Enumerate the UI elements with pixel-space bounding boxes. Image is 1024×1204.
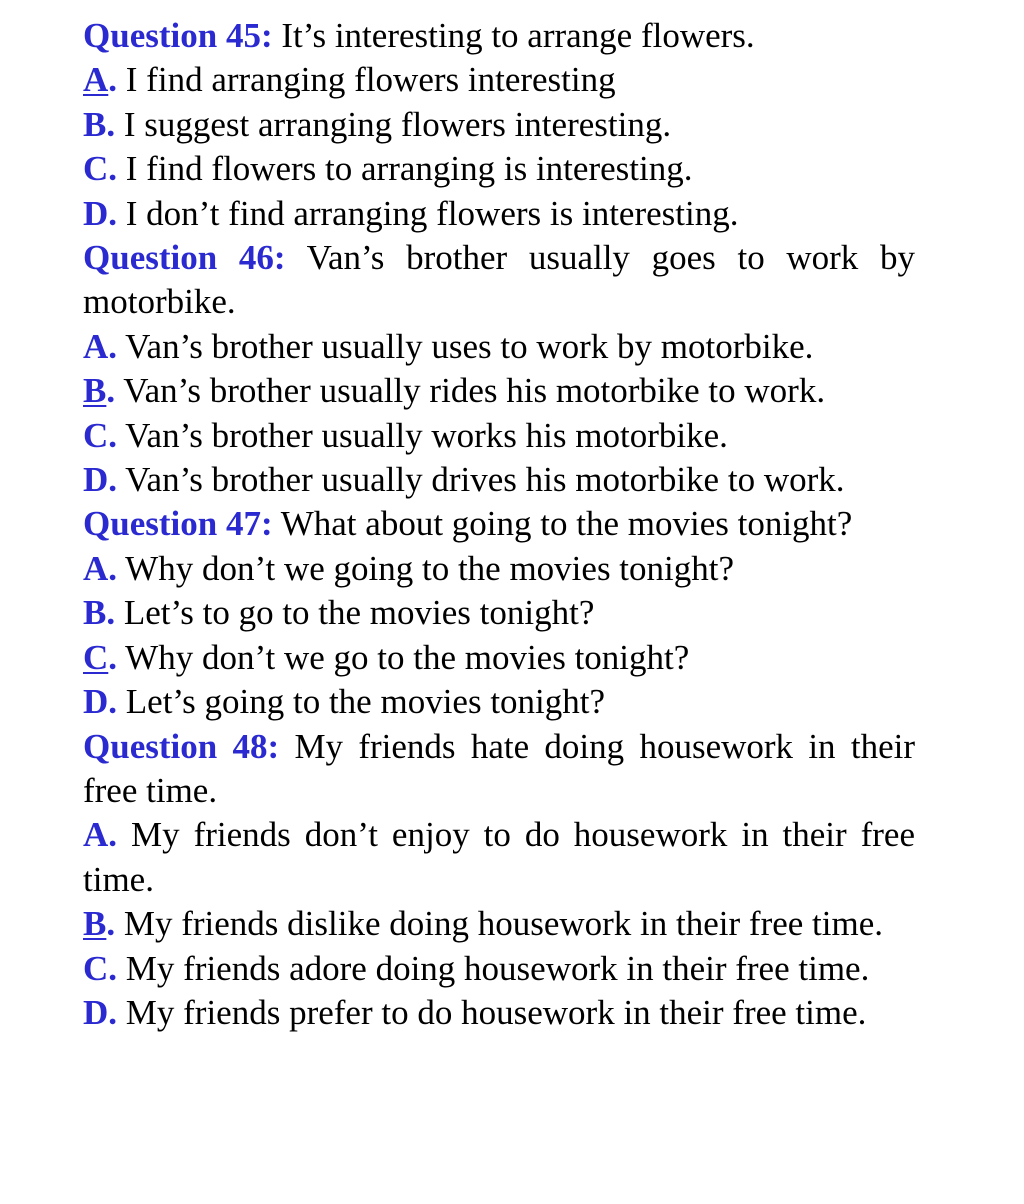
option-letter: B bbox=[83, 371, 107, 411]
option-letter: A bbox=[83, 548, 109, 588]
option-letter: A bbox=[83, 815, 109, 855]
option-text: My friends adore doing housework in their free time. bbox=[125, 948, 870, 988]
option-d: D. Van’s brother usually drives his motorbike to work. bbox=[83, 460, 845, 500]
question-text: My friends hate doing housework in their free time. bbox=[83, 726, 915, 810]
question-47 bbox=[83, 502, 915, 546]
option-text: I find flowers to arranging is interesting. bbox=[125, 149, 693, 189]
option-d: D. I don’t find arranging flowers is interesting. bbox=[83, 193, 739, 233]
option-b: B. My friends dislike doing housework in their free time. bbox=[83, 904, 884, 944]
option-text: My friends dislike doing housework in their free time. bbox=[123, 904, 884, 944]
option-letter: A bbox=[83, 326, 109, 366]
question-46 bbox=[83, 236, 915, 325]
option-text: I suggest arranging flowers interesting. bbox=[123, 104, 672, 144]
question-48 bbox=[83, 725, 915, 814]
question-label: Question 46: bbox=[83, 238, 286, 278]
option-letter: D bbox=[83, 193, 109, 233]
quiz-page bbox=[83, 14, 915, 1035]
option-a: A. I find arranging flowers interesting bbox=[83, 60, 616, 100]
option-a: A. My friends don’t enjoy to do housework in their free time. bbox=[83, 815, 916, 899]
option-text: Van’s brother usually drives his motorbike to work. bbox=[125, 460, 845, 500]
option-b: B. I suggest arranging flowers interesting. bbox=[83, 104, 672, 144]
option-text: Why don’t we going to the movies tonight? bbox=[125, 548, 735, 588]
option-text: My friends don’t enjoy to do housework in their free time. bbox=[83, 815, 916, 899]
option-letter: C bbox=[83, 415, 109, 455]
option-c: C. Van’s brother usually works his motorbike. bbox=[83, 415, 728, 455]
question-45 bbox=[83, 14, 915, 58]
question-label: Question 47: bbox=[83, 504, 273, 544]
option-d: D. Let’s going to the movies tonight? bbox=[83, 682, 606, 722]
option-c: C. I find flowers to arranging is interesting. bbox=[83, 149, 693, 189]
option-d: D. My friends prefer to do housework in their free time. bbox=[83, 992, 867, 1032]
option-a: A. Why don’t we going to the movies tonight? bbox=[83, 548, 735, 588]
option-text: Why don’t we go to the movies tonight? bbox=[125, 637, 690, 677]
option-letter: C bbox=[83, 948, 109, 988]
option-text: I find arranging flowers interesting bbox=[125, 60, 616, 100]
option-text: Let’s to go to the movies tonight? bbox=[123, 593, 595, 633]
option-letter: B bbox=[83, 104, 107, 144]
option-a: A. Van’s brother usually uses to work by motorbike. bbox=[83, 326, 814, 366]
option-letter: D bbox=[83, 460, 109, 500]
option-b: B. Let’s to go to the movies tonight? bbox=[83, 593, 595, 633]
option-text: Van’s brother usually uses to work by motorbike. bbox=[125, 326, 814, 366]
question-text: It’s interesting to arrange flowers. bbox=[281, 16, 755, 55]
option-letter: C bbox=[83, 637, 109, 677]
option-b: B. Van’s brother usually rides his motorbike to work. bbox=[83, 371, 826, 411]
option-text: Let’s going to the movies tonight? bbox=[125, 682, 606, 722]
option-text: Van’s brother usually rides his motorbike to work. bbox=[123, 371, 826, 411]
option-letter: A bbox=[83, 60, 109, 100]
option-letter: B bbox=[83, 904, 107, 944]
question-label: Question 48: bbox=[83, 726, 280, 766]
option-text: I don’t find arranging flowers is interesting. bbox=[125, 193, 739, 233]
option-c: C. My friends adore doing housework in their free time. bbox=[83, 948, 870, 988]
question-text: What about going to the movies tonight? bbox=[280, 504, 853, 544]
option-text: My friends prefer to do housework in their free time. bbox=[125, 992, 867, 1032]
option-c: C. Why don’t we go to the movies tonight? bbox=[83, 637, 690, 677]
question-label: Question 45: bbox=[83, 16, 273, 55]
question-text: Van’s brother usually goes to work by motorbike. bbox=[83, 238, 915, 322]
option-text: Van’s brother usually works his motorbike. bbox=[125, 415, 728, 455]
option-letter: D bbox=[83, 992, 109, 1032]
option-letter: B bbox=[83, 593, 107, 633]
option-letter: D bbox=[83, 682, 109, 722]
option-letter: C bbox=[83, 149, 109, 189]
